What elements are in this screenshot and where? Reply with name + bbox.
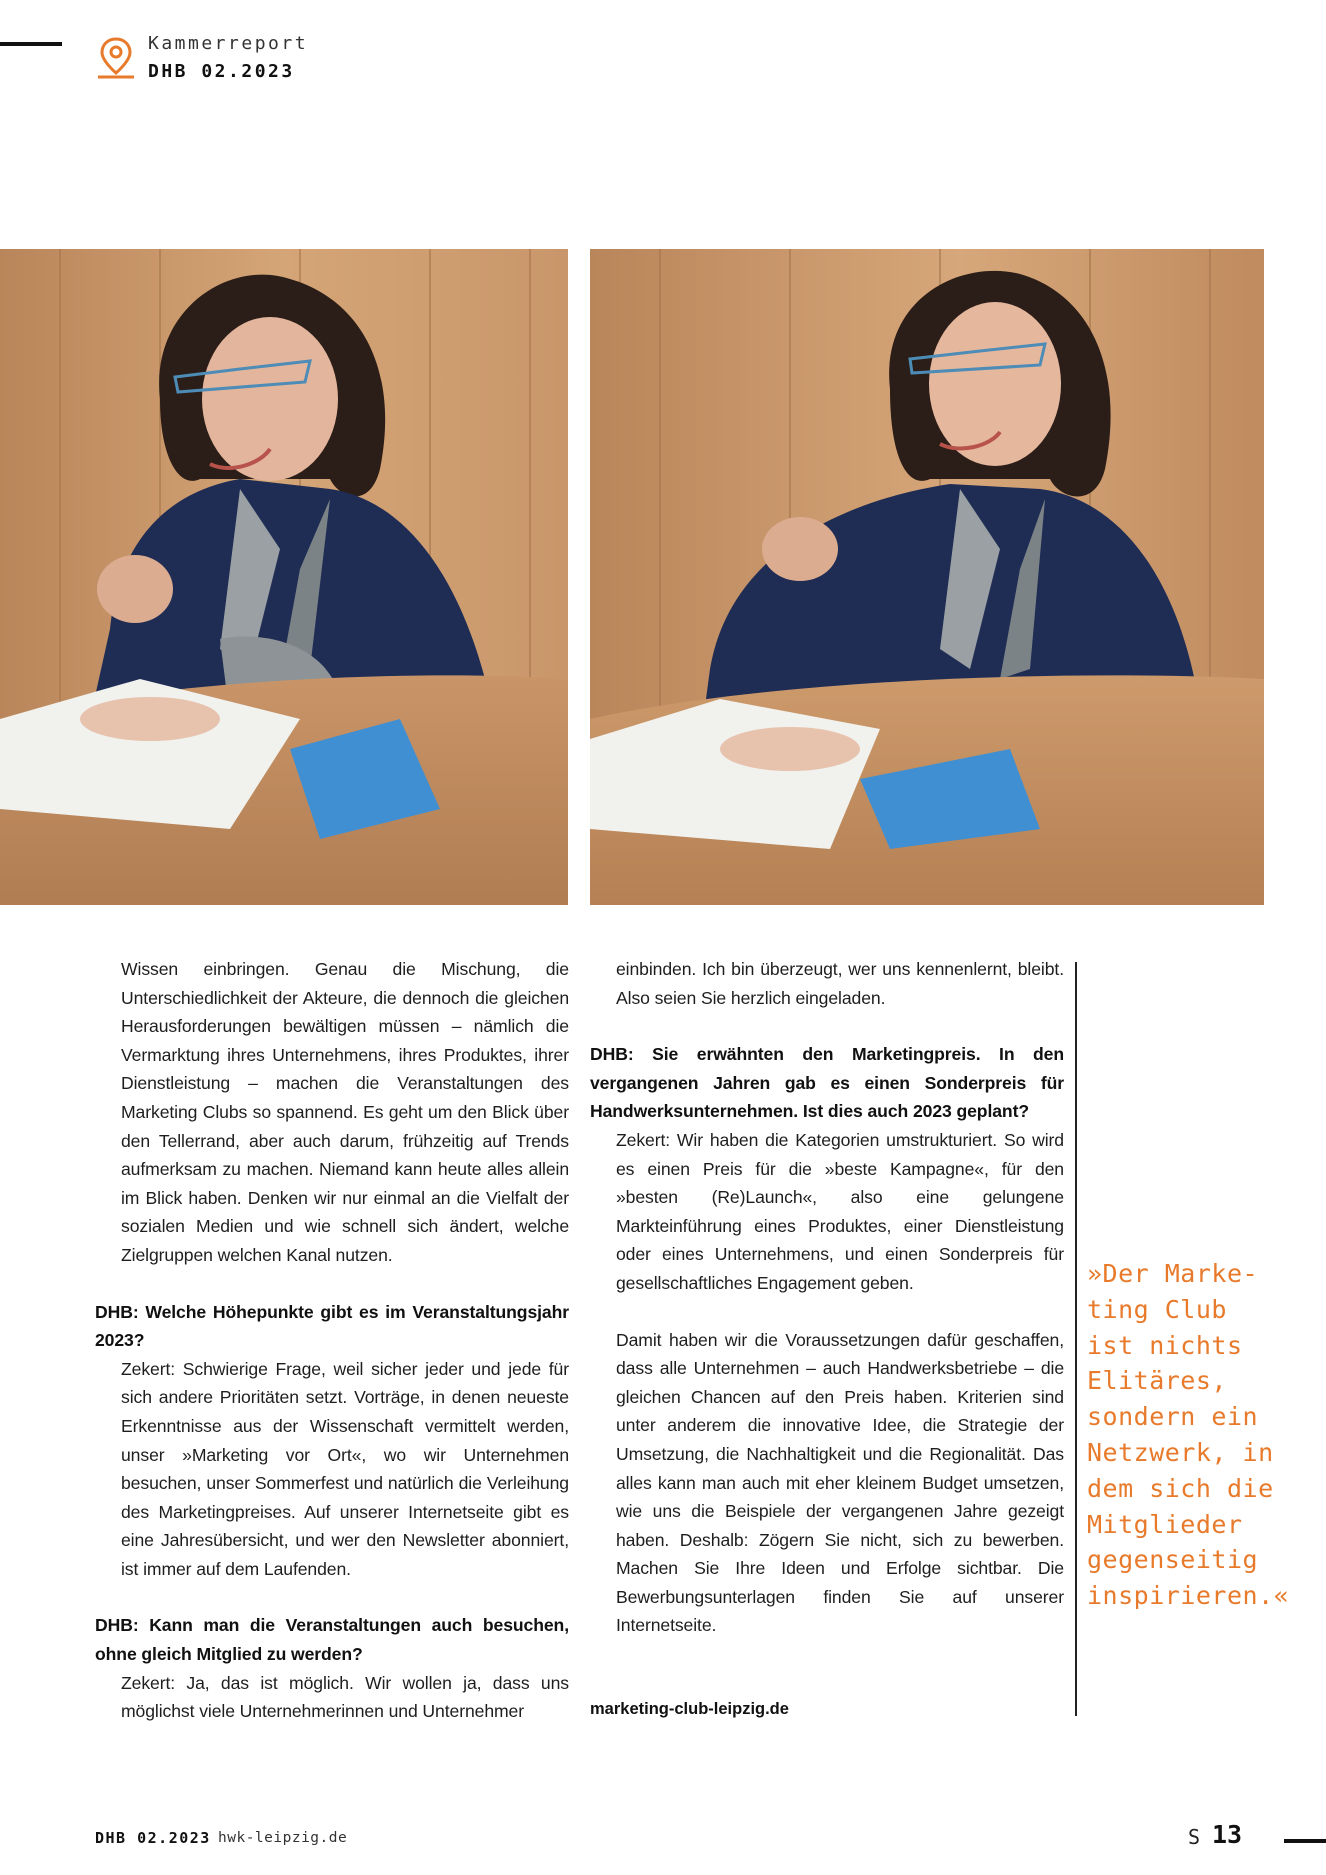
interview-question: DHB: Welche Höhepunkte gibt es im Veranstaltungsjahr 2023? (95, 1301, 569, 1351)
pull-quote (1087, 1256, 1317, 1614)
pull-quote-line: Mitglieder (1087, 1509, 1243, 1539)
page-prefix: S (1188, 1825, 1201, 1849)
interview-photo-right (590, 249, 1264, 905)
paragraph: Wissen einbringen. Genau die Mischung, die Unterschiedlichkeit der Akteure, die dennoch die gleichen Herausforderungen bewältigen müssen – nämlich die Vermarktung ihres Unternehmens, ihres Produktes, ihrer Dienstleistung – machen die Veranstaltungen des Marketing Clubs so spannend. Es geht um den Blick über den Tellerrand, aber auch darum, frühzeitig auf Trends aufmerksam zu machen. Niemand kann heute alles allein im Blick haben. Denken wir nur einmal an die Vielfalt der sozialen Medien und wie schnell sich ändert, welche Zielgruppen welchen Kanal nutzen. (121, 959, 569, 1265)
interview-photo-left (0, 249, 568, 905)
section-label: Kammerreport (148, 33, 309, 54)
pull-quote-line: ting Club (1087, 1294, 1227, 1324)
pull-quote-line: gegenseitig (1087, 1545, 1259, 1575)
pull-quote-line: ist nichts (1087, 1330, 1243, 1360)
interview-answer: Damit haben wir die Voraussetzungen dafür geschaffen, dass alle Unternehmen – auch Handwerksbetriebe – die gleichen Chancen auf den Preis haben. Kriterien sind unter anderem die innovative Idee, die Strategie der Umsetzung, die Nachhaltigkeit und die Regionalität. Das alles kann man auch mit eher kleinem Budget umsetzen, wie uns die Beispiele der vergangenen Jahre gezeigt haben. Deshalb: Zögern Sie nicht, sich zu bewerben. Machen Sie Ihre Ideen und Erfolge sichtbar. Die Bewerbungsunterlagen finden Sie auf unserer Internetseite. (616, 1329, 1064, 1636)
article-column-left (95, 955, 569, 1726)
paragraph: einbinden. Ich bin überzeugt, wer uns kennenlernt, bleibt. Also seien Sie herzlich eingeladen. (616, 959, 1064, 1008)
footer-rule (1284, 1839, 1326, 1843)
footer-issue: DHB 02.2023 (95, 1829, 211, 1847)
interview-answer: Zekert: Wir haben die Kategorien umstrukturiert. So wird es einen Preis für die »beste Kampagne«, für den »besten (Re)Launch«, also eine gelungene Markteinführung eines Produktes, einer Dienstleistung oder eines Unternehmens, und einen Sonderpreis für gesellschaftliches Engagement geben. (616, 1129, 1064, 1293)
pull-quote-divider (1075, 962, 1077, 1716)
interview-answer: Zekert: Schwierige Frage, weil sicher jeder und jede für sich andere Prioritäten setzt. Vorträge, in denen neueste Erkenntnisse aus der Wissenschaft vermittelt werden, unser »Marketing vor Ort«, wo wir Unternehmen besuchen, unser Sommerfest und natürlich die Verleihung des Marketingpreises. Auf unserer Internetseite gibt es eine Jahresübersicht, und wer den Newsletter abonniert, ist immer auf dem Laufenden. (121, 1358, 569, 1579)
pull-quote-line: Netzwerk, in (1087, 1437, 1274, 1467)
pull-quote-line: dem sich die (1087, 1473, 1274, 1503)
interview-question: DHB: Sie erwähnten den Marketingpreis. In den vergangenen Jahren gab es einen Sonderpreis für Handwerksunternehmen. Ist dies auch 2023 geplant? (590, 1044, 1064, 1122)
footer-website[interactable]: hwk-leipzig.de (218, 1830, 348, 1846)
interview-question: DHB: Kann man die Veranstaltungen auch besuchen, ohne gleich Mitglied zu werden? (95, 1615, 569, 1665)
interview-answer: Zekert: Ja, das ist möglich. Wir wollen ja, dass uns möglichst viele Unternehmerinnen und Unternehmer (121, 1672, 569, 1722)
location-pin-icon (96, 36, 136, 80)
pull-quote-line: Elitäres, (1087, 1366, 1227, 1396)
issue-label: DHB 02.2023 (148, 61, 295, 82)
website-link[interactable]: marketing-club-leipzig.de (590, 1700, 789, 1718)
header-rule (0, 42, 62, 46)
pull-quote-line: »Der Marke- (1087, 1259, 1259, 1288)
pull-quote-line: sondern ein (1087, 1402, 1259, 1432)
pull-quote-line: inspirieren.« (1087, 1581, 1290, 1611)
page-number: 13 (1212, 1820, 1243, 1849)
article-column-right (590, 955, 1064, 1640)
